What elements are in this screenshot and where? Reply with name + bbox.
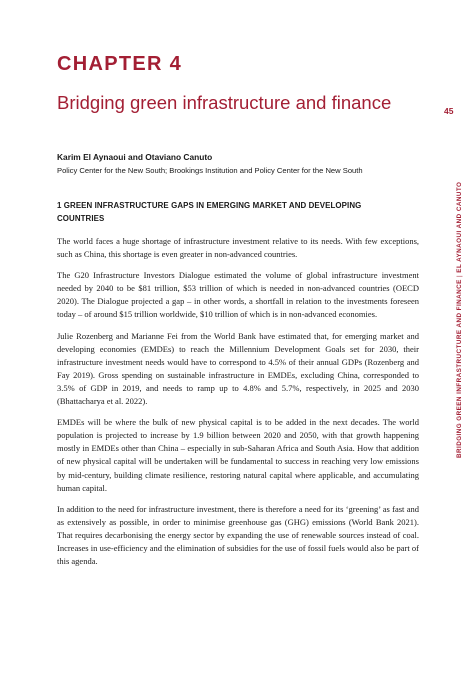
chapter-label: CHAPTER 4 [57,53,183,75]
chapter-title: Bridging green infrastructure and finance [57,92,392,113]
paragraph: The G20 Infrastructure Investors Dialogue estimated the volume of global infrastructure investment needed by 2040 to be $81 trillion, $53 trillion of which is needed in non-advanced countries (OECD 2020). The Dialogue projected a gap – in other words, a shortfall in relation to the investments foreseen today – of around $15 trillion worldwide, $10 trillion of which is in non-advanced economies. [57,270,419,320]
running-head-title: BRIDGING GREEN INFRASTRUCTURE AND FINANCE [456,279,463,458]
body-text [57,235,419,576]
author-names: Karim El Aynaoui and Otaviano Canuto [57,152,213,162]
running-head [454,128,466,458]
paragraph: In addition to the need for infrastructure investment, there is therefore a need for its ‘greening’ as fast and as extensively as possible, in order to minimise greenhouse gas (GHG) emissions (World Bank 2021). That requires decarbonising the energy sector by expanding the use of renewable sources instead of coal. Increases in use-efficiency and the elimination of subsidies for the use of fossil fuels would also be part of this agenda. [57,503,419,567]
paragraph: EMDEs will be where the bulk of new physical capital is to be added in the next decades. The world population is projected to increase by 1.9 billion between 2020 and 2050, with that growth happening mostly in EMDEs other than China – especially in sub-Saharan Africa and South Asia. How that addition of new physical capital will be undertaken will be fundamental to success in reaching very low emissions by mid-century, building climate resilience, restoring natural capital where applicable, and accumulating human capital. [57,417,419,493]
page-number: 45 [444,106,454,116]
paragraph: Julie Rozenberg and Marianne Fei from the World Bank have estimated that, for emerging market and developing economies (EMDEs) to reach the Millennium Development Goals set for 2030, their infrastructure investment needs would have to correspond to 4.5% of their annual GDPs (Rozenberg and Fay 2019). Gross spending on sustainable infrastructure in EMDEs, excluding China, corresponded to 3.5% of GDP in 2019, and needs to ramp up to 4.8% and 5.7%, respectively, in 2025 and 2030 (Bhattacharya et al. 2022). [57,330,419,407]
paragraph: The world faces a huge shortage of infrastructure investment relative to its needs. With few exceptions, such as China, this shortage is even greater in non-advanced countries. [57,236,419,260]
running-head-separator: | [456,272,463,280]
author-affiliation: Policy Center for the New South; Brookings Institution and Policy Center for the New South [57,166,363,175]
running-head-authors: EL AYNAOUI AND CANUTO [456,181,463,273]
section-heading: 1 GREEN INFRASTRUCTURE GAPS IN EMERGING MARKET AND DEVELOPING COUNTRIES [57,201,362,223]
